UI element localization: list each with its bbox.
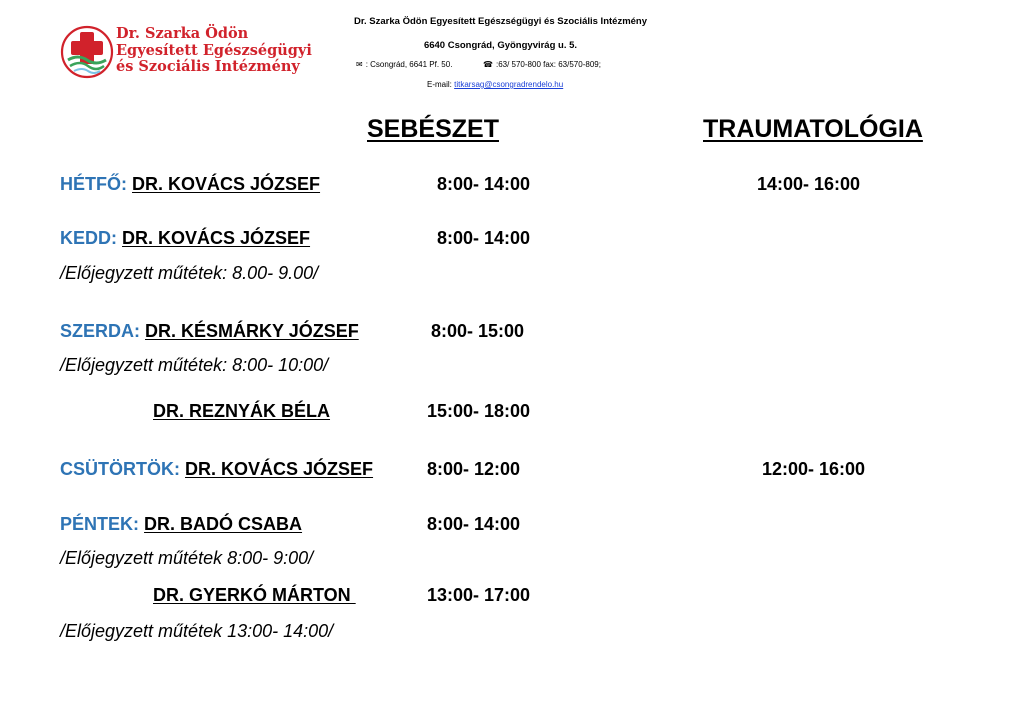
scheduled-surgery-note: /Előjegyzett műtétek 13:00- 14:00/ [60,621,334,641]
sebeszet-time: 8:00- 15:00 [431,321,525,341]
doctor-name: DR. KOVÁCS JÓZSEF [132,174,321,194]
scheduled-surgery-note: /Előjegyzett műtétek: 8:00- 10:00/ [60,355,329,375]
postal-address [356,60,452,69]
email-line [427,80,563,89]
sebeszet-time: 8:00- 14:00 [427,514,521,534]
doctor-name: DR. BADÓ CSABA [144,514,303,534]
day-label: SZERDA: [60,321,140,341]
schedule-row-hetfo [60,174,320,195]
sebeszet-time: 15:00- 18:00 [427,401,531,421]
doctor-name: DR. KOVÁCS JÓZSEF [185,459,374,479]
schedule-row-csutortok [60,459,373,480]
phone-text: :63/ 570-800 fax: 63/570-809; [495,60,601,69]
sebeszet-time: 13:00- 17:00 [427,585,531,605]
envelope-icon: ✉ [356,60,363,69]
schedule-row-szerda-2 [153,401,330,422]
institution-address: 6640 Csongrád, Gyöngyvirág u. 5. [423,40,578,51]
postal-text: : Csongrád, 6641 Pf. 50. [365,60,453,69]
trauma-time: 14:00- 16:00 [757,174,861,194]
logo-line-3: és Szociális Intézmény [116,58,300,75]
doctor-name: DR. REZNYÁK BÉLA [153,401,331,421]
schedule-row-pentek-2 [153,585,356,606]
email-label: E-mail: [427,80,455,89]
hospital-logo [60,24,312,80]
sebeszet-time: 8:00- 14:00 [437,174,531,194]
phone-icon: ☎ [483,60,493,69]
schedule-row-kedd [60,228,310,249]
day-label: KEDD: [60,228,117,248]
sebeszet-time: 8:00- 14:00 [437,228,531,248]
red-cross-logo-icon [60,24,114,80]
day-label: HÉTFŐ: [60,174,127,194]
institution-name: Dr. Szarka Ödön Egyesített Egészségügyi és Szociális Intézmény [353,16,648,27]
sebeszet-time: 8:00- 12:00 [427,459,521,479]
scheduled-surgery-note: /Előjegyzett műtétek 8:00- 9:00/ [60,548,314,568]
doctor-name: DR. KÉSMÁRKY JÓZSEF [145,321,359,341]
doctor-name: DR. KOVÁCS JÓZSEF [122,228,311,248]
day-label: PÉNTEK: [60,514,140,534]
phone-fax [483,60,601,69]
day-label: CSÜTÖRTÖK: [60,459,180,479]
logo-line-2: Egyesített Egészségügyi [116,41,312,59]
schedule-row-pentek [60,514,302,535]
trauma-time: 12:00- 16:00 [762,459,866,479]
column-title-sebeszet: SEBÉSZET [367,115,499,143]
email-link[interactable]: titkarsag@csongradrendelo.hu [454,80,564,89]
doctor-name: DR. GYERKÓ MÁRTON [153,585,356,605]
logo-line-1: Dr. Szarka Ödön [116,25,249,42]
scheduled-surgery-note: /Előjegyzett műtétek: 8.00- 9.00/ [60,263,319,283]
schedule-row-szerda [60,321,359,342]
column-title-traumatologia: TRAUMATOLÓGIA [703,115,923,143]
